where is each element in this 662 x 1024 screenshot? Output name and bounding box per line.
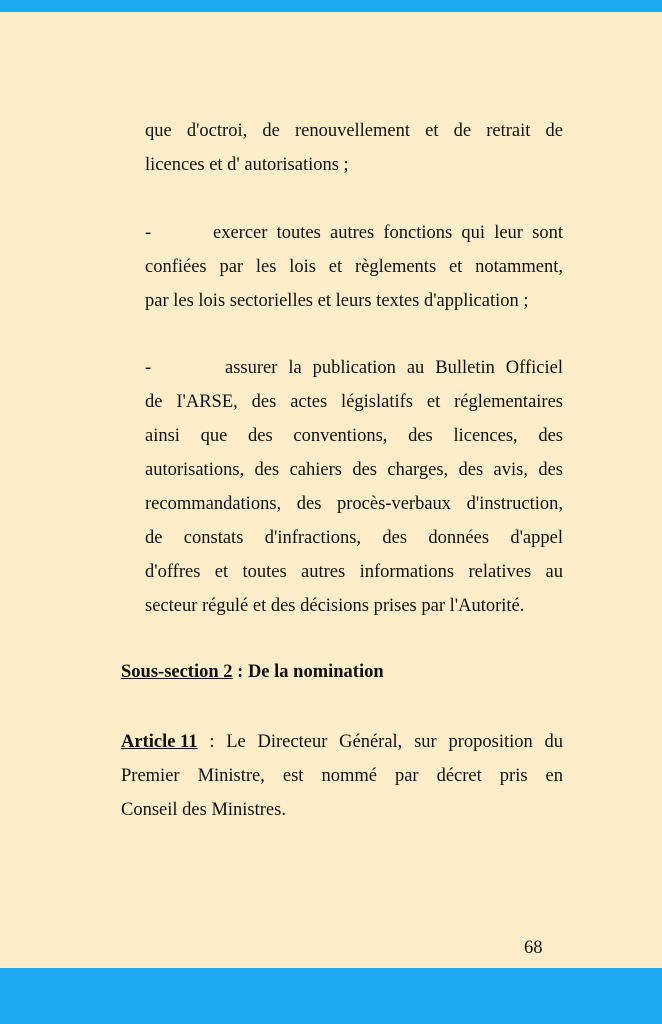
text-line: assurer la publication au Bulletin Officiel (225, 358, 563, 378)
subsection-title: : De la nomination (232, 662, 384, 682)
bullet-dash: - (145, 223, 152, 243)
text-line: Conseil des Ministres. (121, 800, 286, 820)
text-line (121, 730, 563, 754)
text-line: confiées par les lois et règlements et notamment, (145, 257, 563, 277)
text-line: par les lois sectorielles et leurs textes d'application ; (145, 291, 529, 311)
article-label: Article 11 (121, 732, 198, 752)
article-text: : Le Directeur Général, sur proposition du (197, 732, 564, 752)
top-bar (0, 0, 662, 12)
bottom-bar (0, 968, 662, 1024)
bullet-dash: - (145, 358, 152, 378)
text-line: ainsi que des conventions, des licences, des (145, 426, 563, 446)
text-line: Premier Ministre, est nommé par décret pris en (121, 766, 563, 786)
text-line: autorisations, des cahiers des charges, des avis, des (145, 460, 563, 480)
text-line: licences et d' autorisations ; (145, 155, 349, 175)
subsection-label: Sous-section 2 (121, 662, 233, 682)
text-line: que d'octroi, de renouvellement et de retrait de (145, 121, 563, 141)
text-line: de I'ARSE, des actes législatifs et réglementaires (145, 392, 563, 412)
text-line: recommandations, des procès-verbaux d'instruction, (145, 494, 563, 514)
page-number: 68 (524, 938, 543, 958)
text-line: exercer toutes autres fonctions qui leur sont (213, 223, 563, 243)
text-line: d'offres et toutes autres informations relatives au (145, 562, 563, 582)
subsection-heading (121, 660, 384, 684)
text-line: de constats d'infractions, des données d'appel (145, 528, 563, 548)
text-line: secteur régulé et des décisions prises par l'Autorité. (145, 596, 525, 616)
